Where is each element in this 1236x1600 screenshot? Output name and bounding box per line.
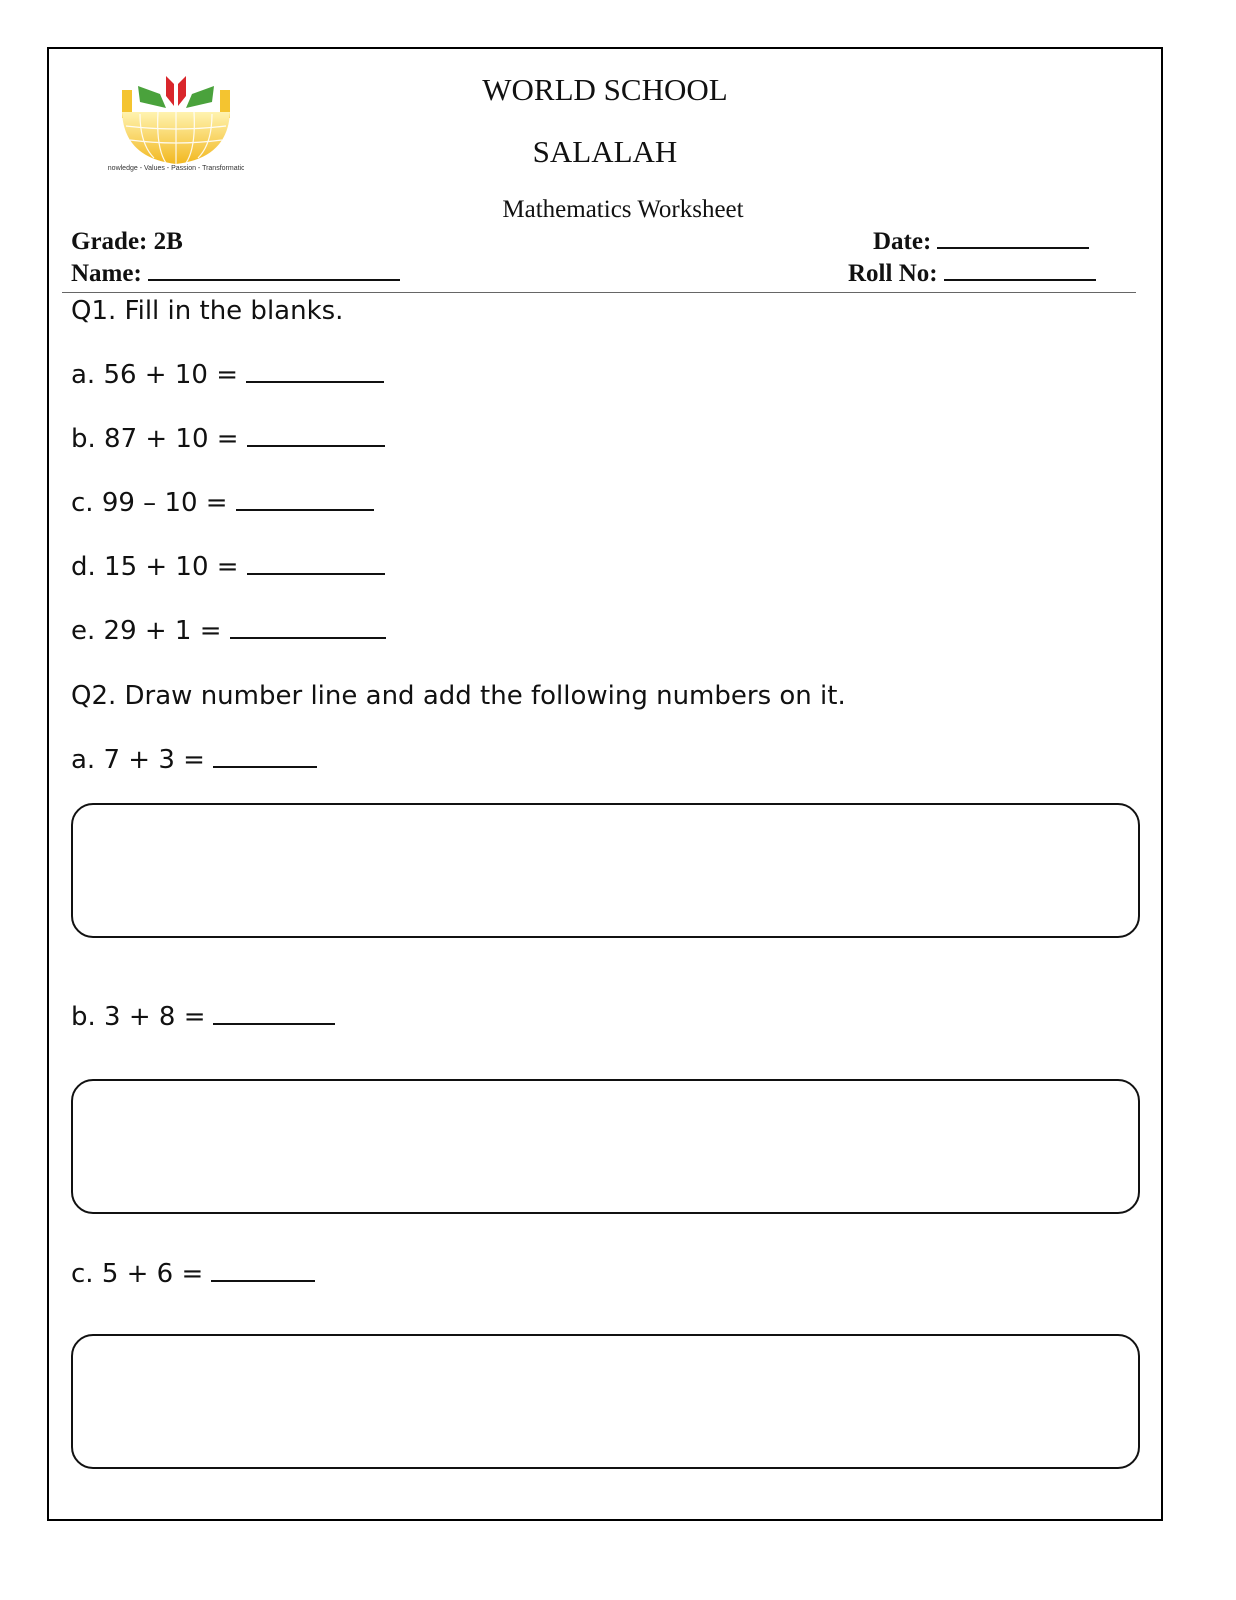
roll-label: Roll No: [848,260,938,287]
number-line-box-c[interactable] [71,1334,1140,1469]
q2-item-label: c. 5 + 6 = [71,1259,204,1289]
grade-label: Grade: 2B [71,228,183,255]
number-line-box-a[interactable] [71,803,1140,938]
header-divider [62,292,1136,293]
answer-blank[interactable] [247,553,385,575]
q2-item-c [71,1259,315,1289]
worksheet-title: Mathematics Worksheet [502,196,744,223]
q1-item-c [71,488,374,518]
answer-blank[interactable] [213,746,317,768]
svg-text:Knowledge - Values - Passion -: Knowledge - Values - Passion - Transformation [108,165,244,172]
q2-item-b [71,1002,335,1032]
date-label: Date: [873,228,932,255]
q1-item-label: a. 56 + 10 = [71,360,238,390]
roll-blank[interactable] [944,278,1096,281]
q1-item-label: c. 99 – 10 = [71,488,228,518]
answer-blank[interactable] [230,617,386,639]
school-city: SALALAH [532,134,678,169]
answer-blank[interactable] [211,1260,315,1282]
q1-item-d [71,552,385,582]
answer-blank[interactable] [236,489,374,511]
name-blank[interactable] [148,278,400,281]
roll-field [848,260,1096,288]
number-line-box-b[interactable] [71,1079,1140,1214]
q2-item-a [71,745,317,775]
q1-item-label: b. 87 + 10 = [71,424,239,454]
answer-blank[interactable] [246,361,384,383]
answer-blank[interactable] [213,1003,335,1025]
q1-title: Q1. Fill in the blanks. [71,296,344,326]
answer-blank[interactable] [247,425,385,447]
school-name: WORLD SCHOOL [482,72,728,107]
q2-title: Q2. Draw number line and add the following numbers on it. [71,681,846,711]
q1-item-a [71,360,384,390]
date-field [873,228,1089,256]
name-label: Name: [71,260,142,287]
q1-item-label: d. 15 + 10 = [71,552,239,582]
q2-item-label: a. 7 + 3 = [71,745,205,775]
q2-item-label: b. 3 + 8 = [71,1002,206,1032]
name-field [71,260,400,288]
q1-item-label: e. 29 + 1 = [71,616,222,646]
q1-item-b [71,424,385,454]
q1-item-e [71,616,386,646]
date-blank[interactable] [937,246,1089,249]
